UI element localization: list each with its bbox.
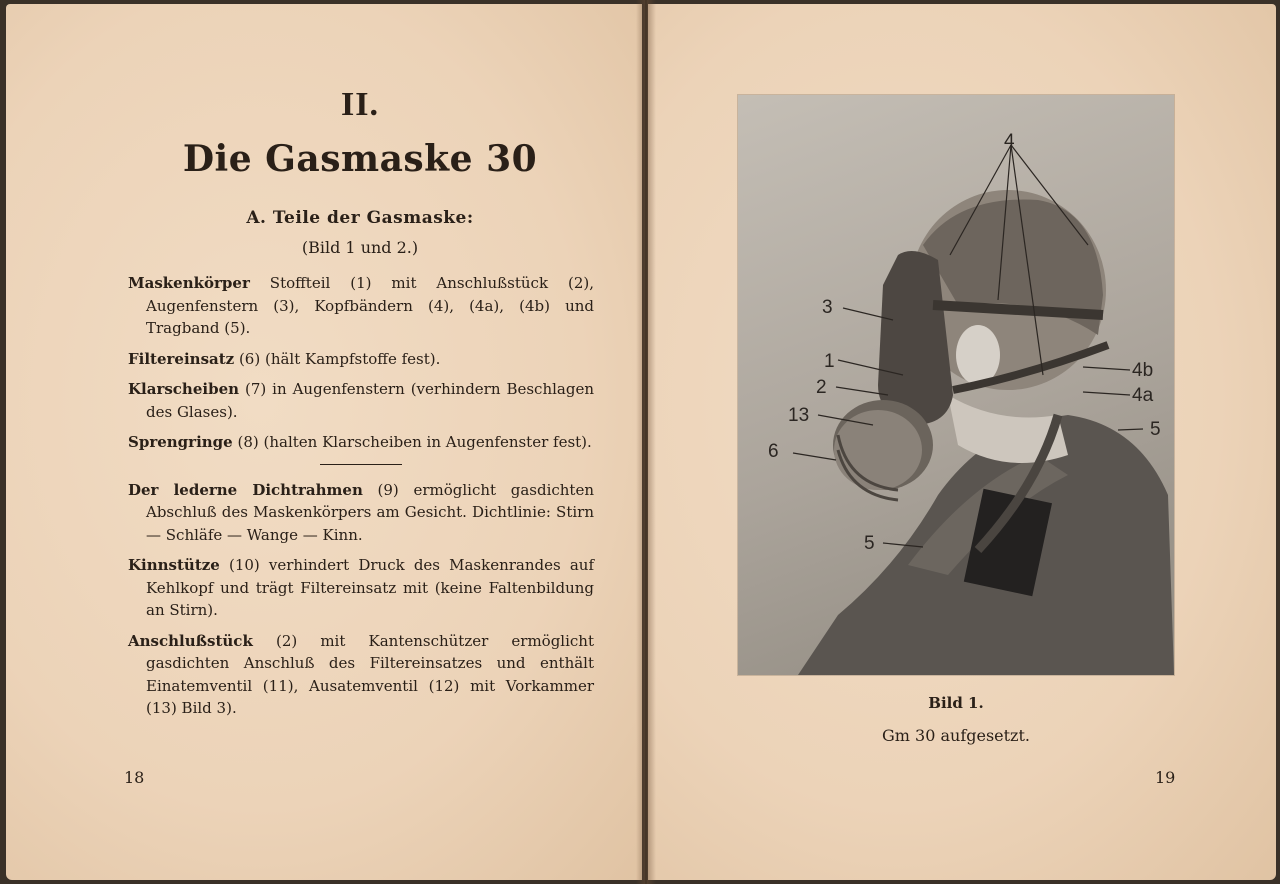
entry-klarscheiben: Klarscheiben (7) in Augenfenstern (verhindern Beschlagen des Glases). xyxy=(128,380,594,421)
figure-label-4: 4 xyxy=(1004,131,1015,152)
chapter-number: II. xyxy=(341,86,379,123)
figure-label-5-upper: 5 xyxy=(1150,419,1161,440)
figure-label-6: 6 xyxy=(768,441,779,462)
section-subtitle: (Bild 1 und 2.) xyxy=(301,238,419,257)
entry-kinnstuetze: Kinnstütze (10) verhindert Druck des Maskenrandes auf Kehlkopf und trägt Filtereinsatz mit (keine Faltenbildung an Stirn). xyxy=(128,556,594,619)
figure-label-4a: 4a xyxy=(1132,385,1154,406)
figure-number: Bild 1. xyxy=(928,694,984,712)
figure-label-5-lower: 5 xyxy=(864,533,875,554)
gas-mask-illustration xyxy=(738,95,1174,675)
entry-sprengringe: Sprengringe (8) (halten Klarscheiben in Augenfenster fest). xyxy=(128,433,592,451)
figure-label-4b: 4b xyxy=(1132,360,1154,381)
parts-list xyxy=(128,272,594,728)
entry-filtereinsatz: Filtereinsatz (6) (hält Kampfstoffe fest). xyxy=(128,349,441,368)
section-title: A. Teile der Gasmaske: xyxy=(246,208,474,228)
entry-anschlussstueck: Anschlußstück (2) mit Kantenschützer ermöglicht gasdichten Anschluß des Filtereinsatzes und enthält Einatemventil (11), Ausatemventil (12) mit Vorkammer (13) Bild 3). xyxy=(128,631,594,717)
figure-label-3: 3 xyxy=(822,297,833,318)
figure-caption: Gm 30 aufgesetzt. xyxy=(881,726,1030,745)
gas-mask-photo xyxy=(738,95,1174,675)
entry-dichtrahmen: Der lederne Dichtrahmen (9) ermöglicht gasdichten Abschluß des Maskenkörpers am Gesicht. Dichtlinie: Stirn — Schläfe — Wange — Kinn. xyxy=(128,480,594,544)
entry-maskenkoerper: Maskenkörper Stoffteil (1) mit Anschlußstück (2), Augenfenstern (3), Kopfbändern (4), (4a), (4b) und Tragband (5). xyxy=(128,274,594,337)
section-divider xyxy=(320,464,402,465)
figure-label-13: 13 xyxy=(788,405,810,426)
page-number-right: 19 xyxy=(1155,768,1176,787)
book-gutter xyxy=(636,0,656,884)
figure-label-1: 1 xyxy=(824,351,835,372)
chapter-title: Die Gasmaske 30 xyxy=(182,138,538,180)
page-number-left: 18 xyxy=(124,768,145,787)
figure-label-2: 2 xyxy=(816,377,827,398)
